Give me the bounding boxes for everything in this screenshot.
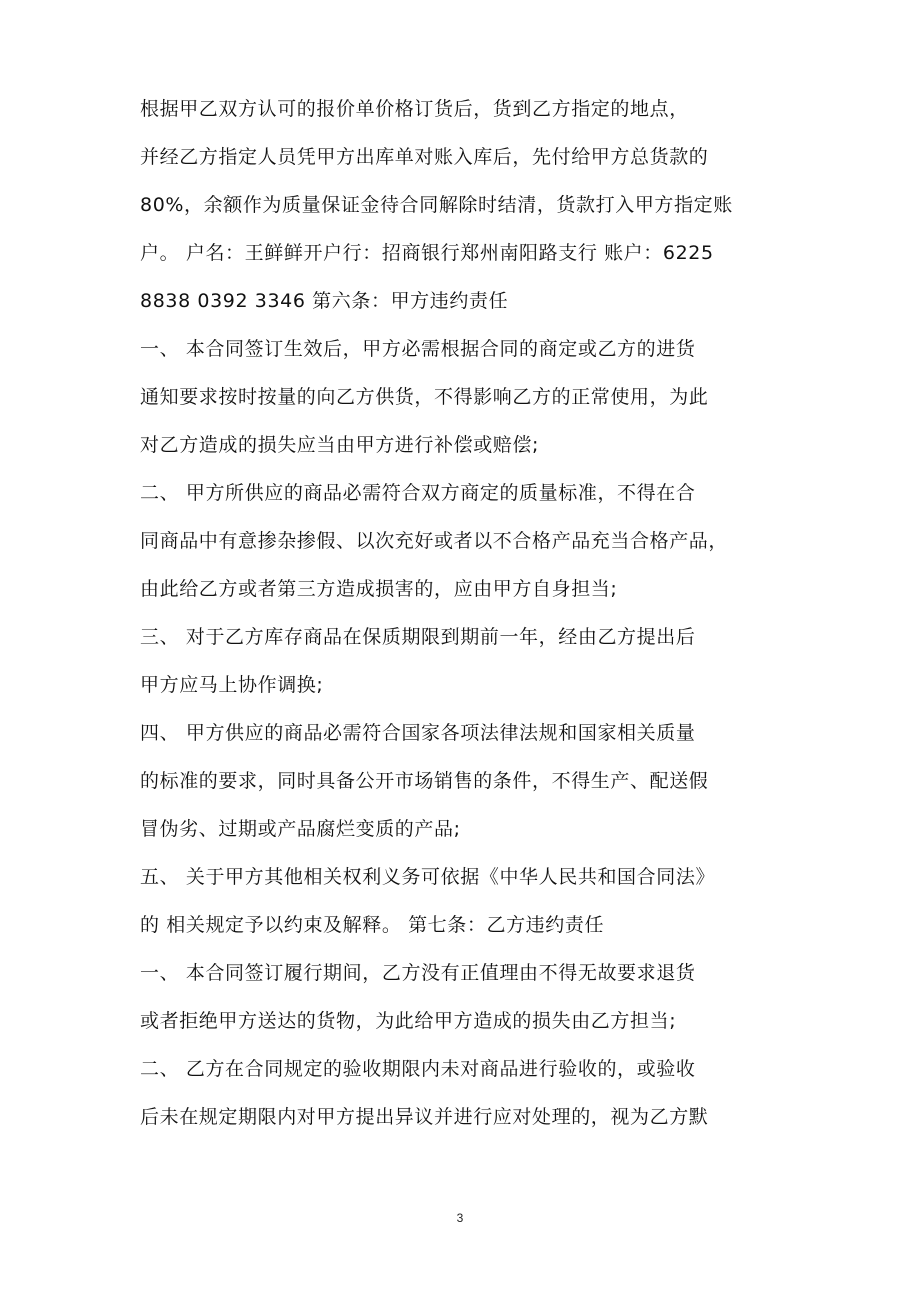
text-line: 的标准的要求，同时具备公开市场销售的条件，不得生产、配送假 [140,770,709,792]
text-line: 通知要求按时按量的向乙方供货，不得影响乙方的正常使用，为此 [140,386,709,408]
text-line: 户。 户名：王鲜鲜开户行：招商银行郑州南阳路支行 账户：6225 [140,242,714,264]
page-number: 3 [456,1211,464,1225]
text-line: 同商品中有意掺杂掺假、以次充好或者以不合格产品充当合格产品， [140,530,729,552]
text-line: 并经乙方指定人员凭甲方出库单对账入库后，先付给甲方总货款的 [140,146,709,168]
text-line: 五、 关于甲方其他相关权利义务可依据《中华人民共和国合同法》 [140,866,716,888]
text-line: 根据甲乙双方认可的报价单价格订货后，货到乙方指定的地点， [140,98,689,120]
text-line: 8838 0392 3346 第六条：甲方违约责任 [140,290,509,312]
text-line: 二、 甲方所供应的商品必需符合双方商定的质量标准，不得在合 [140,482,696,504]
text-line: 后未在规定期限内对甲方提出异议并进行应对处理的，视为乙方默 [140,1106,709,1128]
text-line: 三、 对于乙方库存商品在保质期限到期前一年，经由乙方提出后 [140,626,696,648]
text-line: 由此给乙方或者第三方造成损害的，应由甲方自身担当; [140,578,618,600]
text-line: 二、 乙方在合同规定的验收期限内未对商品进行验收的，或验收 [140,1058,696,1080]
text-line: 80%，余额作为质量保证金待合同解除时结清，货款打入甲方指定账 [140,194,733,216]
text-line: 甲方应马上协作调换; [140,674,324,696]
text-line: 或者拒绝甲方送达的货物，为此给甲方造成的损失由乙方担当; [140,1010,677,1032]
text-line: 一、 本合同签订履行期间，乙方没有正值理由不得无故要求退货 [140,962,696,984]
text-line: 对乙方造成的损失应当由甲方进行补偿或赔偿; [140,434,540,456]
text-line: 一、 本合同签订生效后，甲方必需根据合同的商定或乙方的进货 [140,338,696,360]
text-line: 四、 甲方供应的商品必需符合国家各项法律法规和国家相关质量 [140,722,696,744]
text-line: 冒伪劣、过期或产品腐烂变质的产品; [140,818,461,840]
text-line: 的 相关规定予以约束及解释。 第七条：乙方违约责任 [140,914,605,936]
